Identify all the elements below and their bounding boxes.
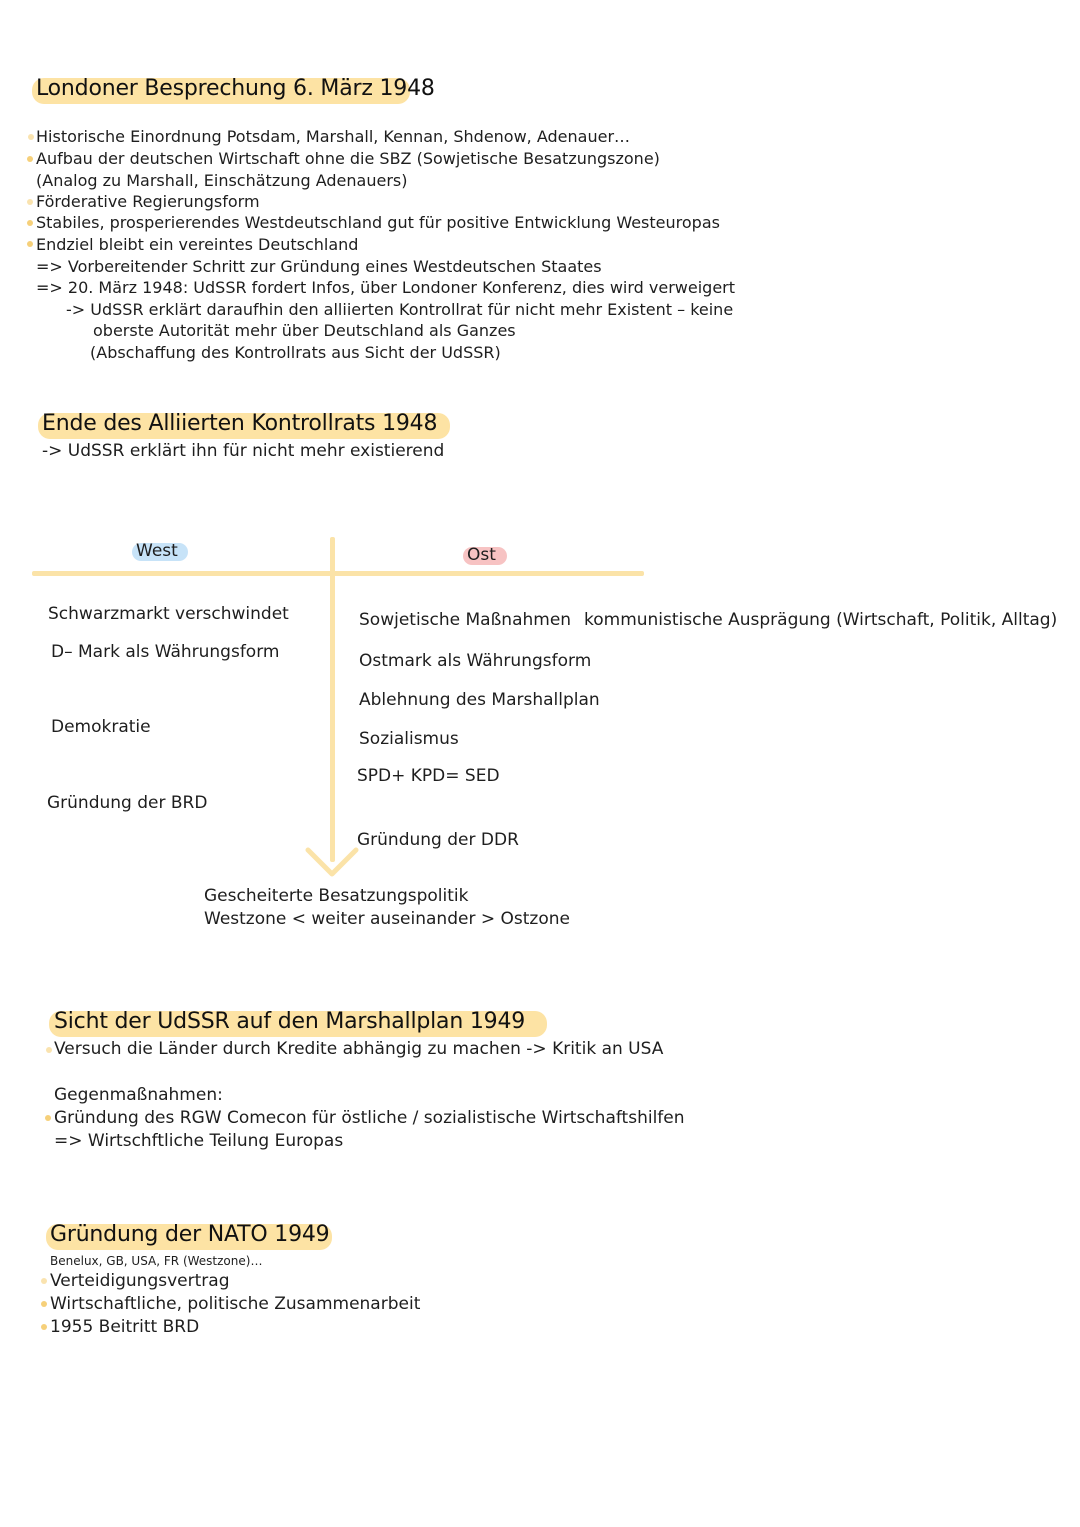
- text-line: Gründung des RGW Comecon für östliche / sozialistische Wirtschaftshilfen: [54, 1108, 685, 1128]
- bullet-dot: [27, 199, 33, 205]
- text-line: Förderative Regierungsform: [36, 192, 260, 211]
- bullet-dot: [41, 1278, 47, 1284]
- ost-item: Ablehnung des Marshallplan: [359, 690, 600, 710]
- text-line: (Abschaffung des Kontrollrats aus Sicht der UdSSR): [90, 343, 501, 362]
- text-line: => Wirtschftliche Teilung Europas: [54, 1131, 344, 1151]
- text-line: oberste Autorität mehr über Deutschland als Ganzes: [93, 321, 516, 340]
- text-line: Aufbau der deutschen Wirtschaft ohne die SBZ (Sowjetische Besatzungszone): [36, 149, 660, 168]
- ost-item: SPD+ KPD= SED: [357, 766, 500, 786]
- text-line: => Vorbereitender Schritt zur Gründung eines Westdeutschen Staates: [36, 257, 602, 276]
- west-item: Gründung der BRD: [47, 793, 208, 813]
- members-line: Benelux, GB, USA, FR (Westzone)…: [50, 1254, 263, 1268]
- ost-item: Gründung der DDR: [357, 830, 519, 850]
- text-line: Verteidigungsvertrag: [50, 1271, 230, 1291]
- horizontal-divider: [32, 571, 644, 576]
- text-line: Wirtschaftliche, politische Zusammenarbeit: [50, 1294, 421, 1314]
- bullet-dot: [27, 156, 33, 162]
- bullet-dot: [45, 1115, 51, 1121]
- text-line: Versuch die Länder durch Kredite abhängig zu machen -> Kritik an USA: [54, 1039, 664, 1059]
- west-item: Schwarzmarkt verschwindet: [48, 604, 289, 624]
- bullet-dot: [46, 1047, 52, 1053]
- bullet-dot: [41, 1324, 47, 1330]
- conclusion-line: Westzone < weiter auseinander > Ostzone: [204, 909, 570, 929]
- west-item: D– Mark als Währungsform: [51, 642, 280, 662]
- section-title-nato: Gründung der NATO 1949: [50, 1222, 330, 1247]
- text-line: => 20. März 1948: UdSSR fordert Infos, über Londoner Konferenz, dies wird verweigert: [36, 278, 736, 297]
- text-line: (Analog zu Marshall, Einschätzung Adenauers): [36, 171, 408, 190]
- conclusion-line: Gescheiterte Besatzungspolitik: [204, 886, 469, 906]
- ost-item: kommunistische Ausprägung (Wirtschaft, Politik, Alltag): [584, 610, 1058, 630]
- text-line: Historische Einordnung Potsdam, Marshall, Kennan, Shdenow, Adenauer…: [36, 127, 631, 146]
- section-title-kontrollrat: Ende des Alliierten Kontrollrats 1948: [42, 411, 438, 436]
- bullet-dot: [41, 1301, 47, 1307]
- text-line: Stabiles, prosperierendes Westdeutschland gut für positive Entwicklung Westeuropas: [36, 213, 720, 232]
- bullet-dot: [27, 220, 33, 226]
- text-line: Endziel bleibt ein vereintes Deutschland: [36, 235, 359, 254]
- column-label-ost: Ost: [467, 545, 496, 565]
- ost-item: Ostmark als Währungsform: [359, 651, 592, 671]
- column-label-west: West: [136, 541, 178, 561]
- section-title-marshallplan: Sicht der UdSSR auf den Marshallplan 1949: [54, 1009, 526, 1034]
- ost-item: Sozialismus: [359, 729, 459, 749]
- arrow-down-icon: [302, 842, 362, 882]
- section-title-londoner: Londoner Besprechung 6. März 1948: [36, 76, 435, 101]
- bullet-dot: [28, 134, 34, 140]
- ost-item: Sowjetische Maßnahmen: [359, 610, 572, 630]
- sub-heading: Gegenmaßnahmen:: [54, 1085, 223, 1105]
- bullet-dot: [27, 241, 33, 247]
- text-line: -> UdSSR erklärt daraufhin den alliierten Kontrollrat für nicht mehr Existent – keine: [66, 300, 734, 319]
- text-line: 1955 Beitritt BRD: [50, 1317, 200, 1337]
- text-line: -> UdSSR erklärt ihn für nicht mehr existierend: [42, 441, 445, 461]
- west-item: Demokratie: [51, 717, 151, 737]
- vertical-divider: [330, 537, 335, 862]
